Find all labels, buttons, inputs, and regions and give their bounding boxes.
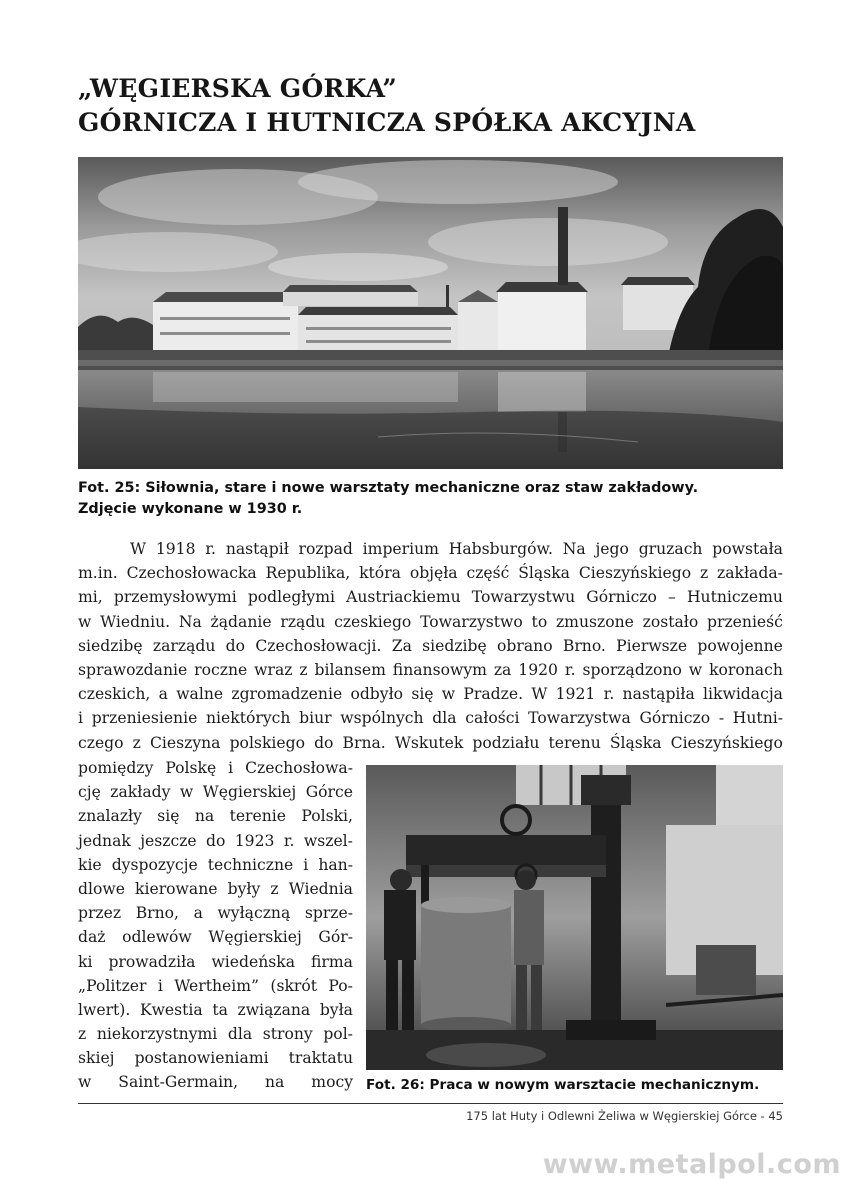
justified-words: pomiędzy Polskę i Czechosłowa- [78, 759, 353, 777]
body-col-line [78, 756, 353, 780]
justified-words: czeskich, a walne zgromadzenie odbyło się w Pradze. W 1921 r. nastąpiła likwidacja [78, 685, 783, 704]
body-text-column [78, 756, 353, 1095]
body-col-line [78, 901, 353, 925]
justified-words: m.in. Czechosłowacka Republika, która objęła część Śląska Cieszyńskiego z zakłada- [78, 564, 783, 583]
body-col-line [78, 780, 353, 804]
justified-words: dlowe kierowane były z Wiednia [78, 879, 353, 898]
page-footer: 175 lat Huty i Odlewni Żeliwa w Węgierskiej Górce - 45 [466, 1109, 783, 1123]
justified-words: kie dyspozycje techniczne i han- [78, 855, 353, 874]
justified-words: W 1918 r. nastąpił rozpad imperium Habsburgów. Na jego gruzach powstała [130, 540, 783, 558]
body-col-line [78, 1070, 353, 1094]
justified-words: jednak jeszcze do 1923 r. wszel- [78, 831, 353, 850]
body-line [78, 610, 783, 634]
body-col-line [78, 853, 353, 877]
photo-caption-25 [78, 478, 783, 520]
justified-words: daż odlewów Węgierskiej Gór- [78, 928, 353, 947]
justified-words: sprawozdanie roczne wraz z bilansem finansowym za 1920 r. sporządzono w koronach [78, 660, 783, 679]
body-col-line [78, 877, 353, 901]
body-col-line [78, 925, 353, 949]
body-line [78, 658, 783, 682]
body-line [78, 561, 783, 585]
body-line [78, 682, 783, 706]
body-line [78, 706, 783, 730]
justified-words: i przeniesienie niektórych biur wspólnych dla całości Towarzystwa Górniczo - Hutni- [78, 709, 783, 728]
body-line [78, 634, 783, 658]
watermark: www.metalpol.com [542, 1149, 841, 1180]
caption-25-line-2: Zdjęcie wykonane w 1930 r. [78, 501, 303, 517]
body-line [78, 537, 783, 561]
body-col-line [78, 1046, 353, 1070]
body-col-line [78, 950, 353, 974]
page-title [78, 72, 798, 140]
justified-words: cję zakłady w Węgierskiej Górce [78, 783, 353, 802]
justified-words: mi, przemysłowymi podległymi Austriackiemu Towarzystwu Górniczo – Hutniczemu [78, 588, 783, 607]
body-line [78, 731, 783, 755]
justified-words: z niekorzystnymi dla strony pol- [78, 1025, 353, 1044]
justified-words: w Wiedniu. Na żądanie rządu czeskiego Towarzystwo to zmuszone zostało przenieść [78, 612, 783, 631]
body-text-full-width [78, 537, 783, 755]
justified-words: ki prowadziła wiedeńska firma [78, 952, 353, 971]
body-col-line [78, 974, 353, 998]
title-line-2: GÓRNICZA I HUTNICZA SPÓŁKA AKCYJNA [78, 108, 696, 137]
photo-power-station-and-pond [78, 157, 783, 469]
photo-caption-26: Fot. 26: Praca w nowym warsztacie mechanicznym. [366, 1077, 760, 1093]
body-col-line [78, 998, 353, 1022]
justified-words: „Politzer i Wertheim” (skrót Po- [78, 976, 353, 995]
justified-words: skiej postanowieniami traktatu [78, 1049, 353, 1068]
caption-25-line-1: Fot. 25: Siłownia, stare i nowe warsztaty mechaniczne oraz staw zakładowy. [78, 480, 699, 496]
footer-rule [78, 1103, 783, 1104]
justified-words: siedzibę zarządu do Czechosłowacji. Za siedzibę obrano Brno. Pierwsze powojenne [78, 636, 783, 655]
photo-mechanical-workshop [366, 765, 783, 1070]
body-col-line [78, 1022, 353, 1046]
title-line-1: „WĘGIERSKA GÓRKA” [78, 74, 398, 103]
body-col-line [78, 804, 353, 828]
justified-words: przez Brno, a wyłączną sprze- [78, 904, 353, 923]
justified-words: lwert). Kwestia ta związana była [78, 1000, 353, 1019]
body-line [78, 585, 783, 609]
justified-words: znalazły się na terenie Polski, [78, 807, 353, 826]
body-col-line [78, 829, 353, 853]
justified-words: czego z Cieszyna polskiego do Brna. Wskutek podziału terenu Śląska Cieszyńskiego [78, 733, 783, 752]
justified-words: w Saint-Germain, na mocy [78, 1073, 353, 1092]
